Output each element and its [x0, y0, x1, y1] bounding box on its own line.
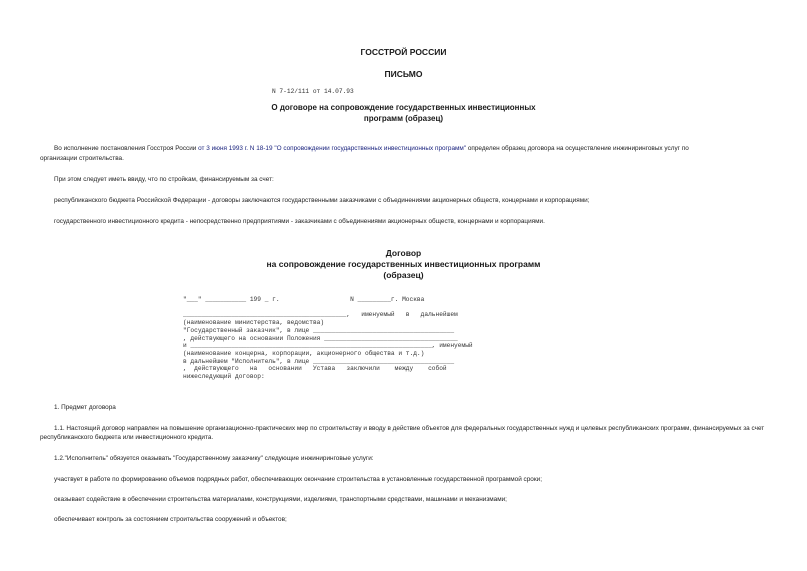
clause-1-1: 1.1. Настоящий договор направлен на повышение организационно-практических мер по строительству и вводу в действие объектов для федеральных государственных нужд и целевых республиканских программ, финансируемых за счет республиканского бюджета или инвестиционного кредита.	[40, 425, 765, 442]
form-line: в дальнейшем "Исполнитель", в лице ______________________________________	[183, 357, 455, 365]
service-item-2: оказывает содействие в обеспечении строительства материалами, конструкциями, изделиями, транспортными средствами, машинами и механизмами;	[54, 496, 507, 503]
contract-note: (образец)	[383, 270, 424, 280]
form-line: ____________________________________________, именуемый в дальнейшем	[183, 311, 458, 319]
service-item-3: обеспечивает контроль за состоянием строительства сооружений и объектов;	[54, 516, 287, 523]
intro-text-before: Во исполнение постановления Госстроя России	[54, 145, 199, 152]
contract-title: Договор	[385, 248, 422, 258]
letter-title-line-1: О договоре на сопровождение государственных инвестиционных	[271, 103, 536, 112]
form-line: (наименование министерства, ведомства)	[183, 319, 325, 327]
intro-paragraph-2: При этом следует иметь ввиду, что по стройкам, финансируемым за счет:	[54, 176, 274, 183]
form-line: , действующего на основании Устава заключили между собой	[183, 365, 447, 373]
form-line: , действующего на основании Положения ____________________________________	[183, 334, 458, 342]
intro-paragraph-1-continued: организации строительства.	[40, 155, 124, 162]
intro-text-after: определен образец договора на осуществление инжиниринговых услуг по	[466, 145, 689, 152]
form-line: нижеследующий договор:	[183, 373, 265, 381]
contract-subtitle: на сопровождение государственных инвестиционных программ	[266, 259, 541, 269]
service-item-1: участвует в работе по формированию объемов подрядных работ, обеспечивающих окончание строительства в установленные государственной программой сроки;	[54, 476, 542, 483]
contract-form-block	[183, 296, 473, 381]
form-line: "Государственный заказчик", в лице ______________________________________	[183, 326, 455, 334]
document-number: N 7-12/111 от 14.07.93	[272, 88, 354, 95]
form-line: (наименование концерна, корпорации, акционерного общества и т.д.)	[183, 349, 425, 357]
clause-1-2: 1.2."Исполнитель" обязуется оказывать "Государственному заказчику" следующие инжиниринговые услуги:	[54, 455, 374, 462]
section-1-heading: 1. Предмет договора	[54, 404, 116, 411]
letter-title-line-2: программ (образец)	[363, 114, 444, 123]
organization-heading: ГОССТРОЙ РОССИИ	[360, 47, 447, 57]
form-line	[183, 304, 473, 312]
intro-paragraph-4: государственного инвестиционного кредита - непосредственно предприятиями - заказчиками с объединениями акционерных обществ, концернами и корпорациями.	[54, 218, 545, 225]
document-type-heading: ПИСЬМО	[384, 69, 423, 79]
intro-paragraph-1	[54, 144, 774, 153]
form-line: и _________________________________________________________________, именуемый	[183, 342, 473, 350]
intro-paragraph-3: республиканского бюджета Российской Федерации - договоры заключаются государственными заказчиками с объединениями акционерных обществ, концернами и корпорациями;	[54, 197, 590, 204]
form-line: "___" ___________ 199 _ г. N _________г. Москва	[183, 296, 425, 303]
decree-link[interactable]: от 3 июня 1993 г. N 18-19 "О сопровождении государственных инвестиционных программ"	[198, 145, 467, 152]
